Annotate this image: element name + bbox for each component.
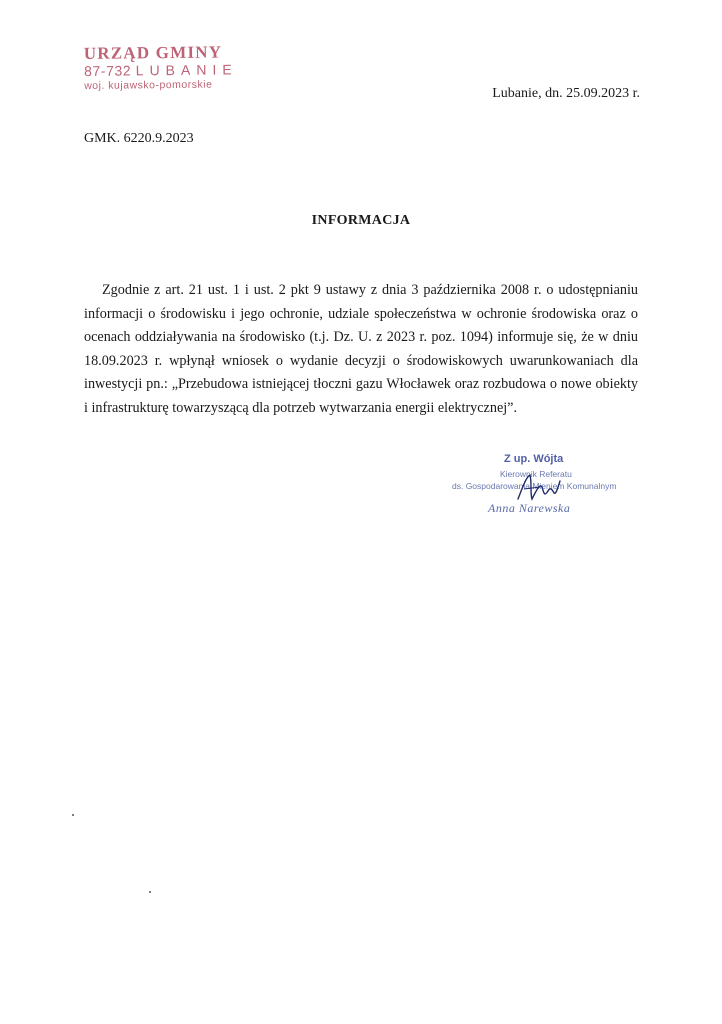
body-text — [84, 279, 638, 421]
signatory-name: Anna Narewska — [488, 501, 571, 515]
signature-department: ds. Gospodarowania Mieniem Komunalnym — [452, 481, 617, 491]
scan-speck — [149, 891, 151, 893]
place-and-date: Lubanie, dn. 25.09.2023 r. — [492, 86, 640, 101]
document-title: INFORMACJA — [311, 213, 411, 228]
stamp-office-name: URZĄD GMINY — [83, 42, 223, 63]
scan-speck — [72, 814, 74, 816]
office-stamp — [84, 43, 264, 93]
stamp-town: LUBANIE — [135, 61, 238, 79]
reference-number: GMK. 6220.9.2023 — [84, 131, 194, 146]
stamp-postal-code: 87-732 — [83, 62, 132, 79]
signature-authority: Z up. Wójta — [504, 453, 564, 465]
stamp-address — [84, 61, 264, 80]
stamp-voivodeship: woj. kujawsko-pomorskie — [84, 78, 213, 92]
signature-position: Kierownik Referatu — [500, 469, 572, 479]
body-paragraph: Zgodnie z art. 21 ust. 1 i ust. 2 pkt 9 ustawy z dnia 3 października 2008 r. o udostępnianiu informacji o środowisku i jego ochronie, udziale społeczeństwa w ochronie środowiska oraz o ocenach oddziaływania na środowisko (t.j. Dz. U. z 2023 r. poz. 1094) informuje się, że w dniu 18.09.2023 r. wpłynął wniosek o wydanie decyzji o środowiskowych uwarunkowaniach dla inwestycji pn.: „Przebudowa istniejącej tłoczni gazu Włocławek oraz rozbudowa o nowe obiekty i infrastrukturę towarzyszącą dla potrzeb wytwarzania energii elektrycznej”. — [84, 282, 638, 416]
